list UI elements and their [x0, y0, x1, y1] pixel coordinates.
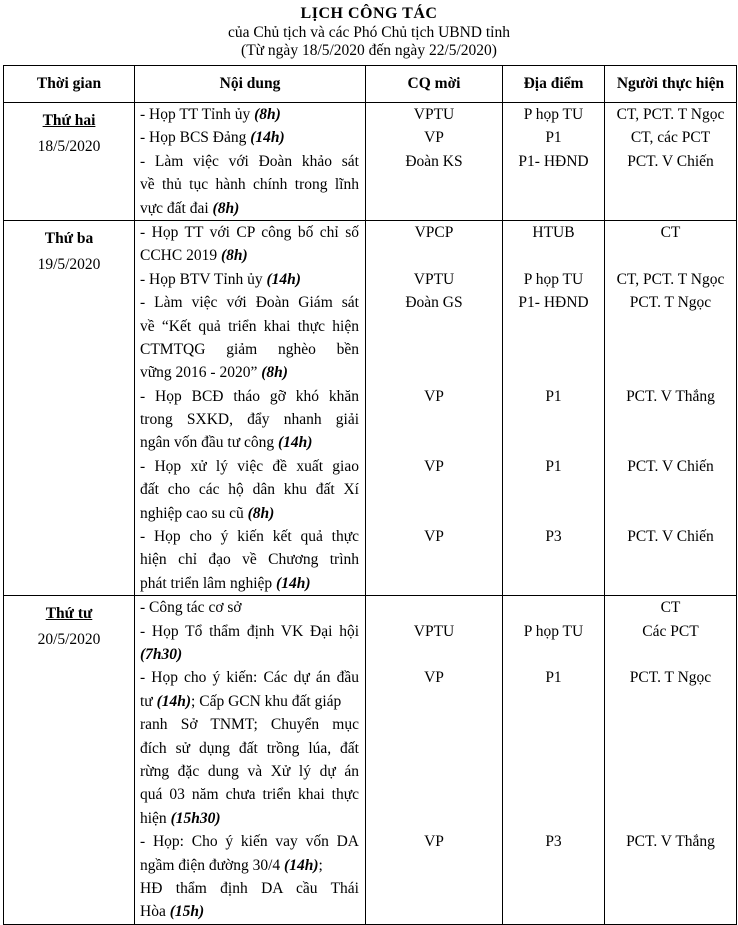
- list-item: Hòa (15h): [140, 903, 205, 921]
- list-item: - Họp BTV Tỉnh ủy (14h): [140, 270, 301, 288]
- day-cell: [4, 103, 135, 221]
- header-row: [4, 66, 737, 103]
- list-item: đất cho các hộ dân khu đất Xí: [140, 481, 359, 499]
- list-item: - Họp cho ý kiến: Các dự án đầu: [140, 669, 359, 687]
- day-name: Thứ tư: [45, 605, 93, 623]
- day-name: Thứ hai: [42, 112, 96, 129]
- col-header-content: Nội dung: [135, 66, 366, 103]
- list-item: ngầm điện đường 30/4 (14h);: [140, 856, 323, 874]
- list-item: (7h30): [140, 645, 183, 663]
- list-item: - Họp BCS Đảng (14h): [140, 129, 285, 147]
- location-cell: HTUB P họp TU P1- HĐND P1 P1 P3: [503, 220, 605, 595]
- day-date: 18/5/2020: [37, 138, 101, 155]
- list-item: - Họp xử lý việc đề xuất giao: [140, 457, 359, 475]
- invitee-cell: VPCP VPTU Đoàn GS VP VP VP: [366, 220, 503, 595]
- schedule-table: [3, 65, 737, 925]
- document-subtitle: của Chủ tịch và các Phó Chủ tịch UBND tỉnh: [228, 24, 510, 41]
- list-item: ngân vốn đầu tư công (14h): [140, 434, 313, 452]
- date-range: (Từ ngày 18/5/2020 đến ngày 22/5/2020): [241, 42, 497, 59]
- list-item: CCHC 2019 (8h): [140, 247, 248, 265]
- document-header: [0, 4, 738, 60]
- list-item: quá 03 năm chưa triển khai thực: [140, 786, 359, 804]
- list-item: - Họp Tổ thẩm định VK Đại hội: [140, 622, 359, 640]
- list-item: - Làm việc với Đoàn Giám sát: [140, 294, 359, 312]
- table-row: [4, 596, 737, 924]
- location-cell: P họp TU P1 P1- HĐND: [503, 103, 605, 221]
- content-cell: [135, 596, 366, 924]
- list-item: ranh Sở TNMT; Chuyển mục: [140, 716, 359, 734]
- day-date: 20/5/2020: [37, 631, 101, 649]
- list-item: vực đất đai (8h): [140, 199, 240, 217]
- list-item: CTMTQG giảm nghèo bền: [140, 340, 359, 358]
- invitee-cell: VPTU VP Đoàn KS: [366, 103, 503, 221]
- day-cell: [4, 220, 135, 595]
- table-row: [4, 103, 737, 221]
- list-item: - Làm việc với Đoàn khảo sát: [140, 152, 359, 170]
- table-row: [4, 220, 737, 595]
- list-item: hiện (15h30): [140, 809, 221, 827]
- list-item: - Họp cho ý kiến kết quả thực: [140, 528, 359, 546]
- list-item: rừng đặc dung và Xử lý dự án: [140, 762, 359, 780]
- performer-cell: CT Các PCT PCT. T Ngọc PCT. V Thắng: [605, 596, 737, 924]
- invitee-cell: VPTU VP VP: [366, 596, 503, 924]
- list-item: - Họp: Cho ý kiến vay vốn DA: [140, 833, 359, 851]
- performer-cell: CT CT, PCT. T Ngọc PCT. T Ngọc PCT. V Thắng PCT. V Chiến PCT. V Chiến: [605, 220, 737, 595]
- list-item: vững 2016 - 2020” (8h): [140, 364, 288, 382]
- list-item: trong SXKD, đẩy nhanh giải: [140, 411, 359, 429]
- performer-cell: CT, PCT. T Ngọc CT, các PCT PCT. V Chiến: [605, 103, 737, 221]
- list-item: - Họp BCĐ tháo gỡ khó khăn: [140, 387, 359, 405]
- content-cell: [135, 103, 366, 221]
- location-cell: P họp TU P1 P3: [503, 596, 605, 924]
- list-item: phát triển lâm nghiệp (14h): [140, 574, 311, 592]
- list-item: hiện chỉ đạo về Chương trình: [140, 551, 359, 569]
- document-title: LỊCH CÔNG TÁC: [300, 5, 438, 22]
- list-item: nghiệp cao su cũ (8h): [140, 504, 275, 522]
- content-cell: [135, 220, 366, 595]
- day-cell: [4, 596, 135, 924]
- day-name: Thứ ba: [44, 229, 94, 247]
- list-item: - Công tác cơ sở: [140, 599, 242, 617]
- col-header-invitee: CQ mời: [366, 66, 503, 103]
- list-item: - Họp TT với CP công bố chỉ số: [140, 223, 359, 241]
- list-item: đích sử dụng đất trồng lúa, đất: [140, 739, 359, 757]
- col-header-location: Địa điểm: [503, 66, 605, 103]
- day-date: 19/5/2020: [37, 255, 101, 273]
- list-item: tư (14h); Cấp GCN khu đất giáp: [140, 692, 342, 710]
- list-item: HĐ thẩm định DA cầu Thái: [140, 879, 359, 897]
- col-header-performer: Người thực hiện: [605, 66, 737, 103]
- list-item: về thủ tục hành chính trong lĩnh: [140, 176, 359, 194]
- list-item: về “Kết quả triển khai thực hiện: [140, 317, 359, 335]
- col-header-time: Thời gian: [4, 66, 135, 103]
- list-item: - Họp TT Tỉnh ủy (8h): [140, 106, 281, 123]
